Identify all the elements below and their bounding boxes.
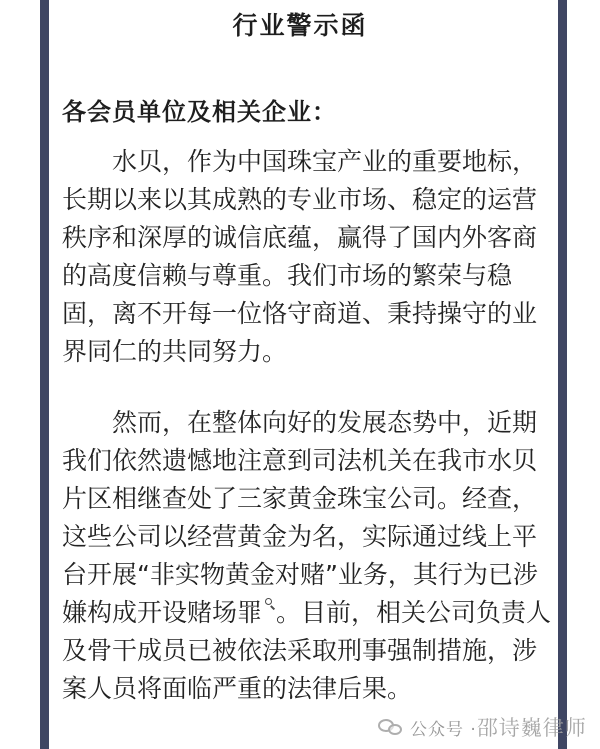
line-text-before: 嫌构成 [62, 598, 138, 627]
paragraph-line: 这些公司以经营黄金为名，实际通过线上平 [62, 522, 538, 551]
paragraph-line: 水贝，作为中国珠宝产业的重要地标， [112, 147, 538, 176]
paragraph-2 [62, 404, 552, 708]
left-border [40, 0, 49, 749]
paragraph-line: 固，离不开每一位恪守商道、秉持操守的业 [62, 299, 538, 328]
paragraph-line-with-search-term [62, 594, 552, 632]
paragraph-line: 然而，在整体向好的发展态势中，近期 [112, 408, 538, 437]
paragraph-line: 我们依然遗憾地注意到司法机关在我市水贝 [62, 446, 538, 475]
paragraph-1 [62, 143, 542, 371]
line-text-after: 。目前，相关公司负责人 [276, 598, 552, 627]
document-title: 行业警示函 [232, 11, 368, 40]
paragraph-line: 案人员将面临严重的法律后果。 [62, 674, 413, 703]
watermark-label: 公众号 · [410, 719, 477, 740]
salutation: 各会员单位及相关企业： [62, 98, 337, 126]
watermark [378, 713, 587, 741]
right-border [558, 0, 567, 749]
watermark-name: 邵诗巍律师 [476, 716, 587, 740]
wechat-icon [378, 717, 404, 737]
paragraph-line: 界同仁的共同努力。 [62, 337, 288, 366]
paragraph-line: 的高度信赖与尊重。我们市场的繁荣与稳 [62, 261, 513, 290]
paragraph-line: 长期以来以其成熟的专业市场、稳定的运营 [62, 185, 538, 214]
paragraph-line: 台开展“非实物黄金对赌”业务，其行为已涉 [62, 560, 538, 589]
paragraph-line: 秩序和深厚的诚信底蕴，赢得了国内外客商 [62, 223, 538, 252]
search-icon[interactable] [264, 594, 276, 608]
search-term-link[interactable]: 开设赌场罪 [137, 598, 263, 627]
paragraph-line: 及骨干成员已被依法采取刑事强制措施，涉 [62, 636, 538, 665]
paragraph-line: 片区相继查处了三家黄金珠宝公司。经查， [62, 484, 538, 513]
